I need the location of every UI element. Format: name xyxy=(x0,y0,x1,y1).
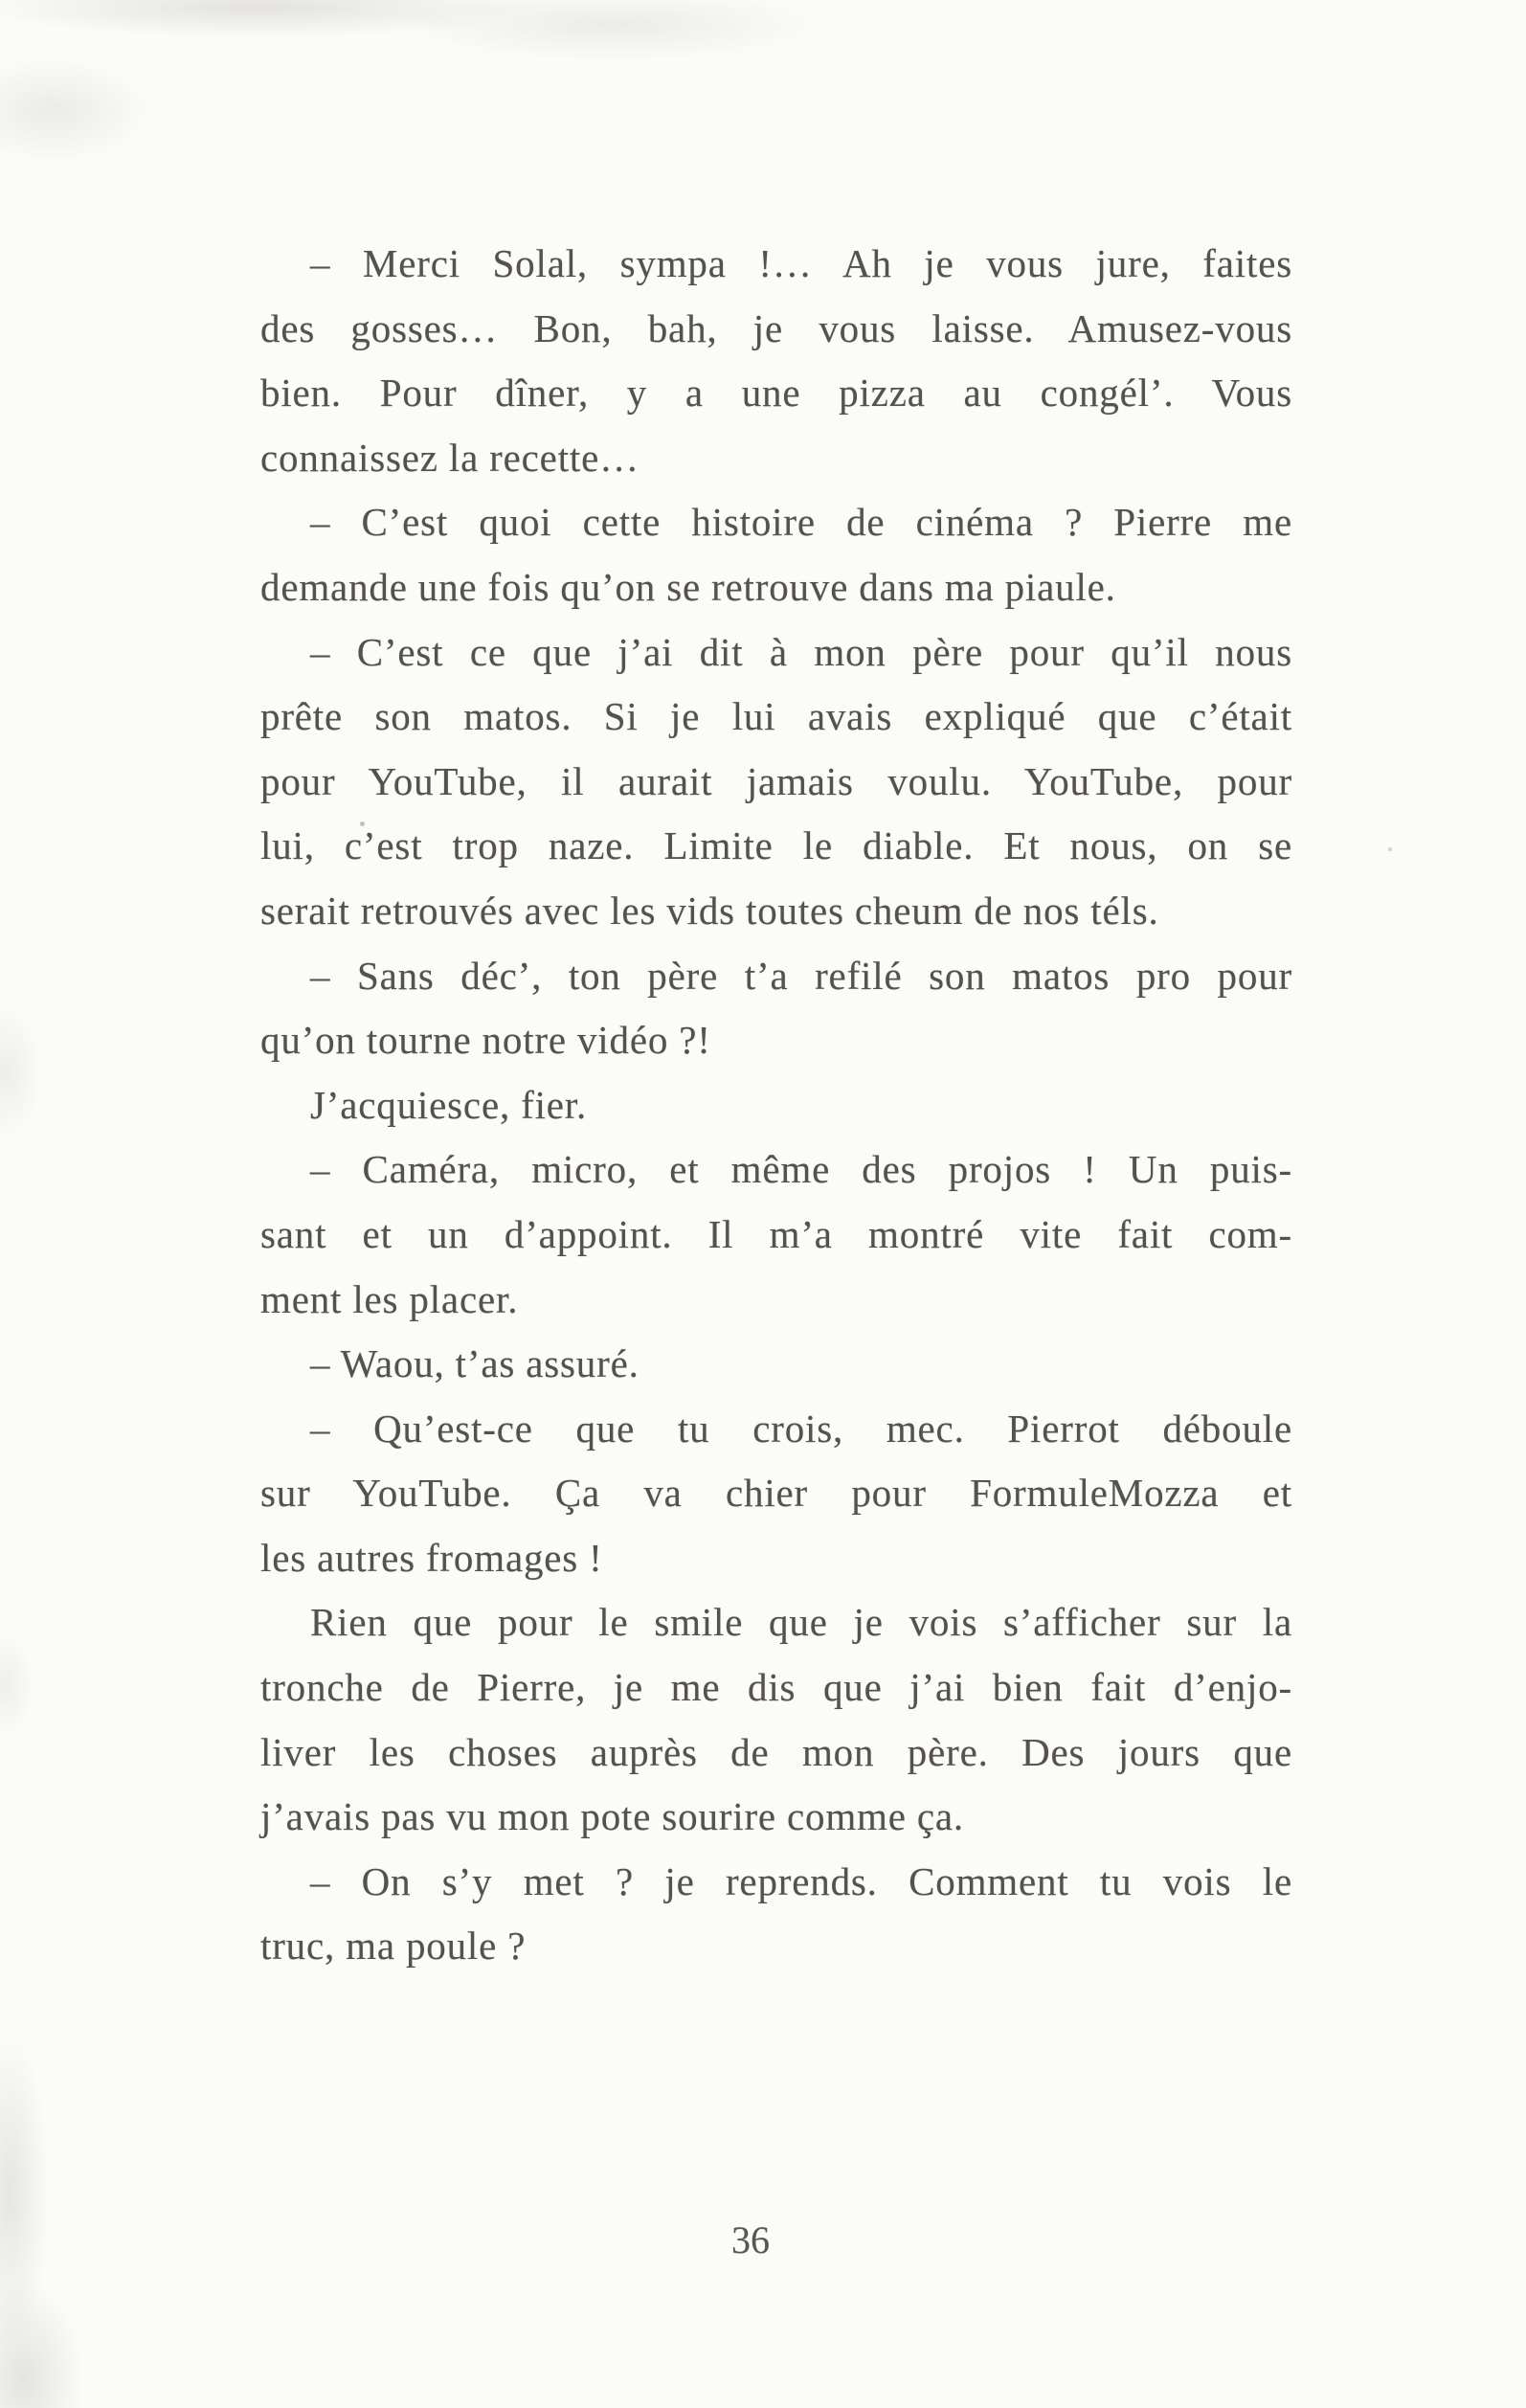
text-line: truc, ma poule ? xyxy=(260,1924,527,1969)
text-line: J’acquiesce, fier. xyxy=(310,1082,588,1127)
text-line: liver les choses auprès de mon père. Des jours que xyxy=(260,1729,1292,1774)
text-line: des gosses… Bon, bah, je vous laisse. Amusez-vous xyxy=(260,305,1292,350)
text-line: sur YouTube. Ça va chier pour FormuleMozza et xyxy=(260,1471,1292,1516)
text-line: – C’est ce que j’ai dit à mon père pour qu’il nous xyxy=(310,629,1292,674)
text-line: qu’on tourne notre vidéo ?! xyxy=(260,1018,711,1063)
text-line: – Merci Solal, sympa !… Ah je vous jure, faites xyxy=(310,241,1292,285)
text-line: demande une fois qu’on se retrouve dans ma piaule. xyxy=(260,564,1116,609)
text-line: Rien que pour le smile que je vois s’afficher sur la xyxy=(310,1600,1292,1645)
text-line: serait retrouvés avec les vids toutes cheum de nos téls. xyxy=(260,888,1159,933)
text-line: tronche de Pierre, je me dis que j’ai bien fait d’enjo- xyxy=(260,1665,1292,1710)
text-line: ment les placer. xyxy=(260,1276,519,1321)
text-line: les autres fromages ! xyxy=(260,1535,603,1580)
text-line: prête son matos. Si je lui avais expliqué que c’était xyxy=(260,694,1292,739)
text-line: j’avais pas vu mon pote sourire comme ça. xyxy=(260,1794,964,1839)
text-line: lui, c’est trop naze. Limite le diable. Et nous, on se xyxy=(260,823,1292,868)
text-line: – C’est quoi cette histoire de cinéma ? Pierre me xyxy=(310,500,1292,545)
page-number: 36 xyxy=(731,2218,770,2262)
text-line: – Waou, t’as assuré. xyxy=(310,1341,640,1386)
text-line: – Caméra, micro, et même des projos ! Un puis- xyxy=(310,1147,1292,1192)
body-text xyxy=(260,232,1292,1979)
text-line: connaissez la recette… xyxy=(260,435,640,480)
text-line: bien. Pour dîner, y a une pizza au congél’. Vous xyxy=(260,371,1292,416)
scan-speck xyxy=(1388,847,1392,851)
text-line: – Qu’est-ce que tu crois, mec. Pierrot déboule xyxy=(310,1406,1292,1451)
text-line: sant et un d’appoint. Il m’a montré vite fait com- xyxy=(260,1211,1292,1256)
text-line: – Sans déc’, ton père t’a refilé son matos pro pour xyxy=(310,953,1292,998)
text-line: – On s’y met ? je reprends. Comment tu vois le xyxy=(310,1858,1292,1903)
text-line: pour YouTube, il aurait jamais voulu. YouTube, pour xyxy=(260,758,1292,803)
